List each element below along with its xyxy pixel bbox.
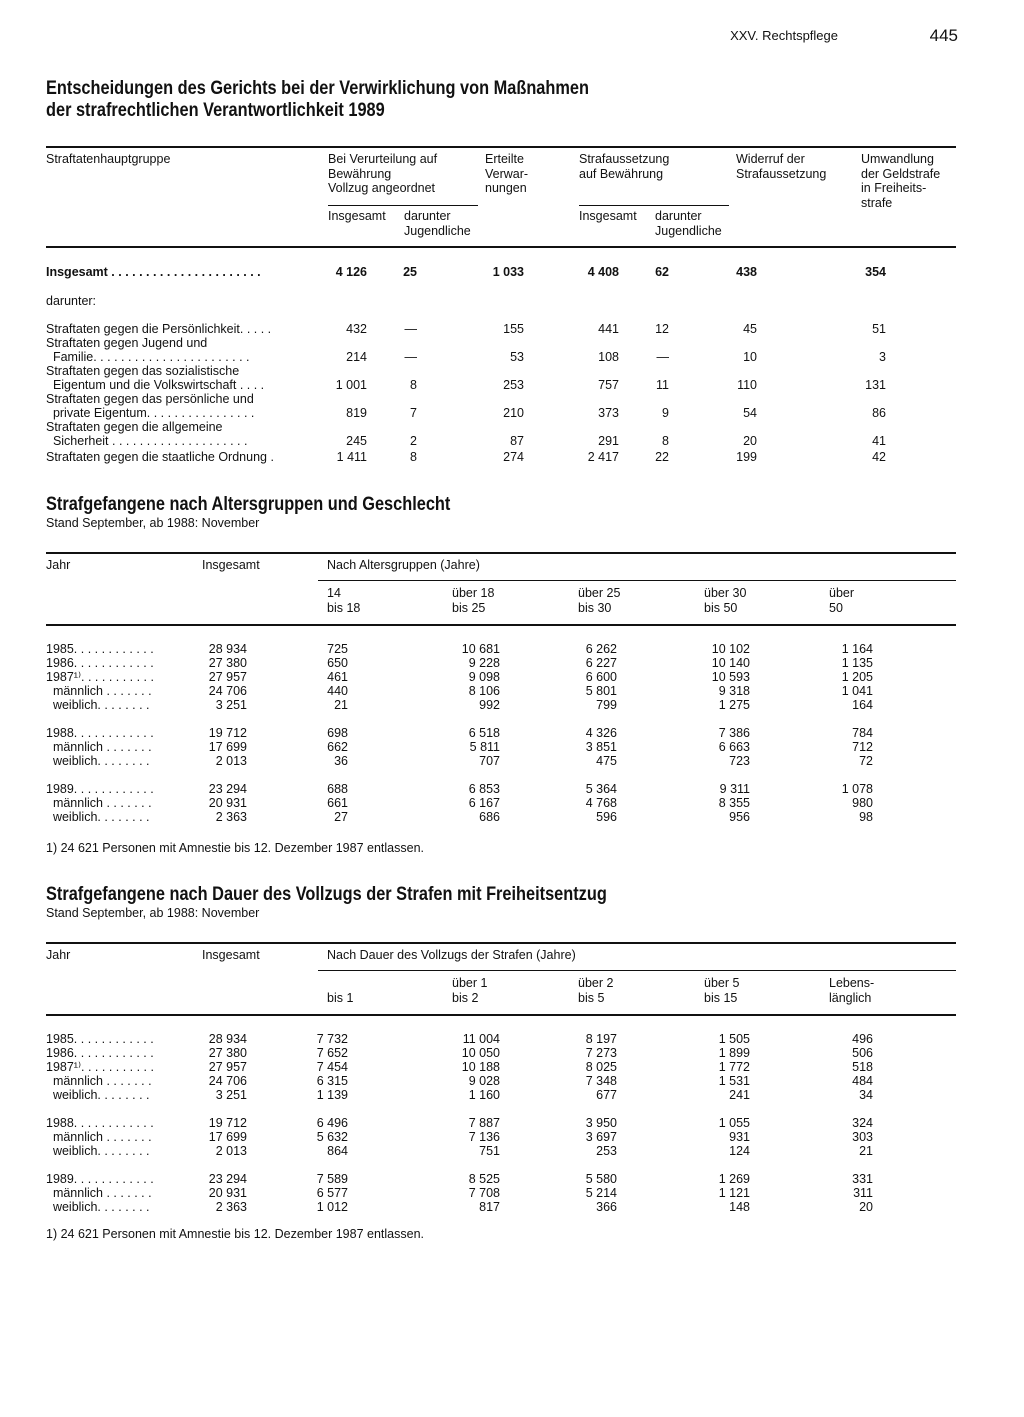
table2-row-label: 1987¹⁾. . . . . . . . . . . [46, 670, 154, 684]
table3-row-cell: 6 315 [316, 1074, 348, 1088]
table3-row-cell: 817 [479, 1200, 500, 1214]
table2-row-label: männlich . . . . . . . [46, 684, 152, 698]
table2-row-cell: 7 386 [718, 726, 750, 740]
table2-row-cell: 19 712 [208, 726, 247, 740]
table3-header-lebenslaenglich: Lebens- länglich [829, 976, 875, 1005]
table2-row-cell: 461 [327, 670, 348, 684]
table1-row-cell: 441 [598, 322, 619, 336]
table1-row-cell: 155 [503, 322, 524, 336]
table2-row-label: 1986. . . . . . . . . . . . [46, 656, 154, 670]
table2-row-cell: 10 681 [461, 642, 500, 656]
table3-row-cell: 124 [729, 1144, 750, 1158]
chapter-title: XXV. Rechtspflege [730, 28, 838, 43]
table3-row-cell: 19 712 [208, 1116, 247, 1130]
table2-row-cell: 1 041 [841, 684, 873, 698]
table2-row-cell: 36 [334, 754, 348, 768]
table1-row-cell: 757 [598, 378, 619, 392]
table1-row-cell: 8 [410, 378, 417, 392]
table2-row-cell: 10 140 [711, 656, 750, 670]
table2-row-cell: 2 363 [215, 810, 247, 824]
table3-row-cell: 496 [852, 1032, 873, 1046]
table1-header-jugendliche-2: darunter Jugendliche [655, 209, 722, 238]
table1-row-cell: 41 [872, 434, 886, 448]
table2-row-cell: 5 364 [585, 782, 617, 796]
table1-row-cell: 245 [346, 434, 367, 448]
table2-row-cell: 784 [852, 726, 873, 740]
table1-header-strafaussetzung: Strafaussetzung auf Bewährung [579, 152, 670, 181]
table2-row-cell: 10 102 [711, 642, 750, 656]
page-header [46, 26, 958, 46]
table1-row-label: Straftaten gegen die Persönlichkeit. . . . . [46, 322, 272, 336]
table1-row-cell: 291 [598, 434, 619, 448]
table2-footnote: 1) 24 621 Personen mit Amnestie bis 12. Dezember 1987 entlassen. [46, 841, 424, 855]
table1-header-rule [46, 246, 956, 248]
table3-row-cell: 21 [859, 1144, 873, 1158]
table3-row-cell: 1 121 [718, 1186, 750, 1200]
table2-row-cell: 72 [859, 754, 873, 768]
table2-row-cell: 3 251 [215, 698, 247, 712]
table2-row-label: männlich . . . . . . . [46, 740, 152, 754]
table3-row-cell: 253 [596, 1144, 617, 1158]
table1-row-cell: 110 [737, 378, 757, 392]
table2-row-cell: 9 098 [468, 670, 500, 684]
table2-header-rule [46, 624, 956, 626]
table2-row-cell: 4 326 [585, 726, 617, 740]
table3-row-cell: 7 589 [316, 1172, 348, 1186]
table1-row-cell: 432 [346, 322, 367, 336]
table3-row-cell: 864 [327, 1144, 348, 1158]
table1-total-cell: 25 [403, 265, 417, 279]
table3-header-5-15: über 5 bis 15 [704, 976, 740, 1005]
table2-row-label: weiblich. . . . . . . . [46, 754, 150, 768]
table2-row-cell: 723 [729, 754, 750, 768]
table2-row-cell: 98 [859, 810, 873, 824]
table3-header-1-2: über 1 bis 2 [452, 976, 488, 1005]
table2-title: Strafgefangene nach Altersgruppen und Geschlecht [46, 494, 451, 515]
table2-row-cell: 24 706 [208, 684, 247, 698]
table3-row-label: männlich . . . . . . . [46, 1130, 152, 1144]
table1-title-line1: Entscheidungen des Gerichts bei der Verwirklichung von Maßnahmen [46, 78, 589, 99]
table1-row-cell: 22 [655, 450, 669, 464]
table2-row-cell: 1 078 [841, 782, 873, 796]
table2-row-cell: 28 934 [208, 642, 247, 656]
table2-row-cell: 8 355 [718, 796, 750, 810]
table3-row-cell: 7 887 [468, 1116, 500, 1130]
table1-header-insgesamt-1: Insgesamt [328, 209, 386, 223]
table2-row-cell: 475 [596, 754, 617, 768]
table2-row-cell: 6 663 [718, 740, 750, 754]
table2-row-cell: 686 [479, 810, 500, 824]
table3-row-cell: 366 [596, 1200, 617, 1214]
table2-row-cell: 992 [479, 698, 500, 712]
table1-total-cell: 438 [736, 265, 757, 279]
table2-row-cell: 6 262 [585, 642, 617, 656]
table3-header-bis1: bis 1 [327, 990, 354, 1005]
table1-row-cell: 20 [743, 434, 757, 448]
table3-row-cell: 6 496 [316, 1116, 348, 1130]
table1-header-underline-2 [579, 205, 729, 206]
table3-row-cell: 2 013 [215, 1144, 247, 1158]
table2-row-cell: 6 853 [468, 782, 500, 796]
table2-row-cell: 27 [334, 810, 348, 824]
table3-row-cell: 5 214 [585, 1186, 617, 1200]
table3-row-cell: 1 139 [316, 1088, 348, 1102]
table1-total-cell: 354 [865, 265, 886, 279]
table2-row-cell: 662 [327, 740, 348, 754]
table2-row-cell: 9 228 [468, 656, 500, 670]
table3-row-cell: 10 050 [461, 1046, 500, 1060]
table2-header-50: über 50 [829, 586, 855, 615]
table3-row-cell: 506 [852, 1046, 873, 1060]
table2-row-label: 1988. . . . . . . . . . . . [46, 726, 154, 740]
table2-row-cell: 956 [729, 810, 750, 824]
table3-row-cell: 8 197 [585, 1032, 617, 1046]
table3-row-cell: 27 380 [208, 1046, 247, 1060]
table1-row-cell: 253 [503, 378, 524, 392]
table3-row-cell: 1 505 [718, 1032, 750, 1046]
table3-footnote: 1) 24 621 Personen mit Amnestie bis 12. Dezember 1987 entlassen. [46, 1227, 424, 1241]
table3-row-cell: 931 [729, 1130, 750, 1144]
table2-row-cell: 1 275 [718, 698, 750, 712]
table2-group-underline [318, 580, 956, 581]
table1-row-cell: — [656, 350, 669, 364]
table1-row-cell: 12 [655, 322, 669, 336]
table2-row-cell: 6 600 [585, 670, 617, 684]
table3-row-cell: 27 957 [208, 1060, 247, 1074]
table3-row-cell: 7 273 [585, 1046, 617, 1060]
table1-row-label: Straftaten gegen das persönliche und private Eigentum. . . . . . . . . . . . . . . . [46, 392, 255, 420]
table1-header-umwandlung: Umwandlung der Geldstrafe in Freiheits- strafe [861, 152, 941, 210]
table3-row-label: 1985. . . . . . . . . . . . [46, 1032, 154, 1046]
table3-row-cell: 7 136 [468, 1130, 500, 1144]
table1-header-widerruf: Widerruf der Strafaussetzung [736, 152, 827, 181]
table1-row-cell: 54 [743, 406, 757, 420]
table3-row-cell: 3 251 [215, 1088, 247, 1102]
table3-row-cell: 311 [853, 1186, 873, 1200]
table3-row-label: männlich . . . . . . . [46, 1186, 152, 1200]
table3-row-cell: 1 269 [718, 1172, 750, 1186]
table1-row-cell: 87 [510, 434, 524, 448]
table3-row-cell: 6 577 [316, 1186, 348, 1200]
table1-row-cell: 8 [662, 434, 669, 448]
table2-row-cell: 27 380 [208, 656, 247, 670]
table2-row-cell: 4 768 [585, 796, 617, 810]
table3-row-cell: 8 525 [468, 1172, 500, 1186]
table1-row-cell: 2 [410, 434, 417, 448]
table2-top-rule [46, 552, 956, 554]
table3-header-jahr: Jahr [46, 948, 71, 962]
table1-row-cell: 3 [879, 350, 886, 364]
table1-total-cell: 62 [655, 265, 669, 279]
table3-row-cell: 324 [852, 1116, 873, 1130]
table1-row-cell: 819 [346, 406, 367, 420]
table3-row-cell: 241 [729, 1088, 750, 1102]
table2-row-label: weiblich. . . . . . . . [46, 810, 150, 824]
table3-row-cell: 3 950 [585, 1116, 617, 1130]
table3-header-insgesamt: Insgesamt [202, 948, 260, 962]
table1-row-cell: 45 [743, 322, 757, 336]
table2-row-cell: 980 [852, 796, 873, 810]
table3-row-cell: 1 772 [718, 1060, 750, 1074]
table3-row-cell: 677 [596, 1088, 617, 1102]
table2-subtitle: Stand September, ab 1988: November [46, 516, 260, 530]
table3-row-label: 1987¹⁾. . . . . . . . . . . [46, 1060, 154, 1074]
table1-row-cell: 9 [662, 406, 669, 420]
table1-header-insgesamt-2: Insgesamt [579, 209, 637, 223]
table2-row-cell: 799 [596, 698, 617, 712]
table1-row-cell: 42 [872, 450, 886, 464]
table2-row-cell: 8 106 [468, 684, 500, 698]
table2-row-cell: 725 [327, 642, 348, 656]
table3-subtitle: Stand September, ab 1988: November [46, 906, 260, 920]
table3-row-cell: 20 931 [208, 1186, 247, 1200]
table2-header-18-25: über 18 bis 25 [452, 586, 495, 615]
table2-row-cell: 707 [479, 754, 500, 768]
table3-row-label: männlich . . . . . . . [46, 1074, 152, 1088]
table3-row-cell: 1 899 [718, 1046, 750, 1060]
table1-row-cell: 1 411 [336, 450, 367, 464]
table2-row-cell: 6 167 [468, 796, 500, 810]
table3-row-cell: 7 732 [316, 1032, 348, 1046]
table3-row-cell: 1 160 [468, 1088, 500, 1102]
table3-row-cell: 28 934 [208, 1032, 247, 1046]
table3-row-cell: 20 [859, 1200, 873, 1214]
table1-row-cell: 108 [598, 350, 619, 364]
table1-row-cell: 373 [598, 406, 619, 420]
table1-row-cell: 86 [872, 406, 886, 420]
table1-row-cell: 274 [503, 450, 524, 464]
table3-row-cell: 1 531 [718, 1074, 750, 1088]
table2-row-label: 1989. . . . . . . . . . . . [46, 782, 154, 796]
table3-row-cell: 17 699 [208, 1130, 247, 1144]
table2-row-cell: 661 [327, 796, 348, 810]
table3-row-cell: 3 697 [585, 1130, 617, 1144]
table2-row-label: männlich . . . . . . . [46, 796, 152, 810]
table2-row-cell: 10 593 [711, 670, 750, 684]
table3-row-cell: 331 [852, 1172, 873, 1186]
table1-header-underline-1 [328, 205, 478, 206]
table2-header-25-30: über 25 bis 30 [578, 586, 621, 615]
table2-row-cell: 596 [596, 810, 617, 824]
table2-row-label: 1985. . . . . . . . . . . . [46, 642, 154, 656]
table3-header-2-5: über 2 bis 5 [578, 976, 614, 1005]
table2-header-insgesamt: Insgesamt [202, 558, 260, 572]
table3-row-cell: 5 632 [316, 1130, 348, 1144]
table3-row-label: weiblich. . . . . . . . [46, 1088, 150, 1102]
table2-row-cell: 688 [327, 782, 348, 796]
table3-row-cell: 23 294 [208, 1172, 247, 1186]
table2-row-cell: 27 957 [208, 670, 247, 684]
table1-row-cell: 214 [346, 350, 367, 364]
table1-total-cell: 1 033 [492, 265, 524, 279]
table2-row-cell: 650 [327, 656, 348, 670]
table2-header-jahr: Jahr [46, 558, 71, 572]
table1-row-cell: 8 [410, 450, 417, 464]
table2-row-cell: 20 931 [208, 796, 247, 810]
table2-row-cell: 6 518 [468, 726, 500, 740]
table2-row-cell: 23 294 [208, 782, 247, 796]
table3-row-label: 1989. . . . . . . . . . . . [46, 1172, 154, 1186]
table1-row-cell: 11 [656, 378, 669, 392]
table2-row-cell: 440 [327, 684, 348, 698]
table2-row-cell: 5 801 [585, 684, 617, 698]
table1-row-cell: 2 417 [587, 450, 619, 464]
table2-header-14-18: 14 bis 18 [327, 586, 361, 615]
table2-row-cell: 164 [852, 698, 873, 712]
table2-row-cell: 5 811 [469, 740, 500, 754]
table1-row-cell: 1 001 [335, 378, 367, 392]
table2-row-cell: 6 227 [585, 656, 617, 670]
table2-row-cell: 17 699 [208, 740, 247, 754]
table3-row-cell: 1 012 [316, 1200, 348, 1214]
table1-row-cell: 7 [410, 406, 417, 420]
table3-row-cell: 8 025 [585, 1060, 617, 1074]
table3-row-cell: 148 [729, 1200, 750, 1214]
table3-title: Strafgefangene nach Dauer des Vollzugs der Strafen mit Freiheitsentzug [46, 884, 607, 905]
table3-row-cell: 9 028 [468, 1074, 500, 1088]
table1-total-cell: 4 408 [587, 265, 619, 279]
table1-row-cell: 53 [510, 350, 524, 364]
table3-row-cell: 303 [852, 1130, 873, 1144]
table2-row-cell: 3 851 [585, 740, 617, 754]
table1-row-cell: 199 [736, 450, 757, 464]
table1-header-straftatenhauptgruppe: Straftatenhauptgruppe [46, 152, 171, 166]
table3-row-cell: 518 [852, 1060, 873, 1074]
table1-top-rule [46, 146, 956, 148]
table3-row-cell: 2 363 [215, 1200, 247, 1214]
table1-row-cell: 131 [865, 378, 886, 392]
table2-row-cell: 1 205 [841, 670, 873, 684]
table1-row-label: Straftaten gegen Jugend und Familie. . . . . . . . . . . . . . . . . . . . . . . [46, 336, 250, 364]
table3-row-cell: 7 348 [585, 1074, 617, 1088]
table1-row-label: Straftaten gegen das sozialistische Eigentum und die Volkswirtschaft . . . . [46, 364, 265, 392]
table2-row-cell: 9 318 [718, 684, 750, 698]
table3-row-cell: 1 055 [718, 1116, 750, 1130]
table1-row-label: Straftaten gegen die staatliche Ordnung . [46, 450, 274, 464]
table1-row-cell: 10 [743, 350, 757, 364]
table3-row-label: 1986. . . . . . . . . . . . [46, 1046, 154, 1060]
table2-row-cell: 2 013 [215, 754, 247, 768]
table3-row-cell: 7 652 [316, 1046, 348, 1060]
table1-darunter: darunter: [46, 294, 97, 308]
table1-header-jugendliche-1: darunter Jugendliche [404, 209, 471, 238]
table3-row-cell: 11 004 [462, 1032, 500, 1046]
table2-row-cell: 21 [334, 698, 348, 712]
table1-row-cell: 51 [872, 322, 886, 336]
table3-row-label: weiblich. . . . . . . . [46, 1144, 150, 1158]
table1-total-cell: 4 126 [335, 265, 367, 279]
table1-header-verwarnungen: Erteilte Verwar- nungen [485, 152, 529, 195]
table1-total-label: Insgesamt . . . . . . . . . . . . . . . . . . . . . . [46, 265, 261, 279]
table3-row-label: 1988. . . . . . . . . . . . [46, 1116, 154, 1130]
table3-row-cell: 24 706 [208, 1074, 247, 1088]
table2-row-cell: 698 [327, 726, 348, 740]
table1-row-label: Straftaten gegen die allgemeine Sicherheit . . . . . . . . . . . . . . . . . . . . [46, 420, 248, 448]
table2-row-cell: 9 311 [719, 782, 750, 796]
page-number: 445 [929, 26, 958, 45]
table3-row-cell: 7 454 [316, 1060, 348, 1074]
table3-row-cell: 5 580 [585, 1172, 617, 1186]
table3-group-underline [318, 970, 956, 971]
table2-header-30-50: über 30 bis 50 [704, 586, 747, 615]
table1-row-cell: 210 [503, 406, 524, 420]
table3-row-cell: 484 [852, 1074, 873, 1088]
table3-row-cell: 10 188 [461, 1060, 500, 1074]
table3-row-cell: 751 [479, 1144, 500, 1158]
table2-row-cell: 712 [852, 740, 873, 754]
table2-row-cell: 1 164 [841, 642, 873, 656]
table3-row-label: weiblich. . . . . . . . [46, 1200, 150, 1214]
table1-row-cell: — [404, 350, 417, 364]
table1-header-vollzug: Bei Verurteilung auf Bewährung Vollzug angeordnet [328, 152, 438, 195]
table2-row-cell: 1 135 [841, 656, 873, 670]
table3-row-cell: 34 [859, 1088, 873, 1102]
table1-row-cell: — [404, 322, 417, 336]
table2-header-group: Nach Altersgruppen (Jahre) [327, 558, 480, 572]
table3-top-rule [46, 942, 956, 944]
table1-title-line2: der strafrechtlichen Verantwortlichkeit 1989 [46, 100, 385, 121]
table3-header-group: Nach Dauer des Vollzugs der Strafen (Jahre) [327, 948, 576, 962]
table3-header-rule [46, 1014, 956, 1016]
table2-row-label: weiblich. . . . . . . . [46, 698, 150, 712]
table3-row-cell: 7 708 [468, 1186, 500, 1200]
